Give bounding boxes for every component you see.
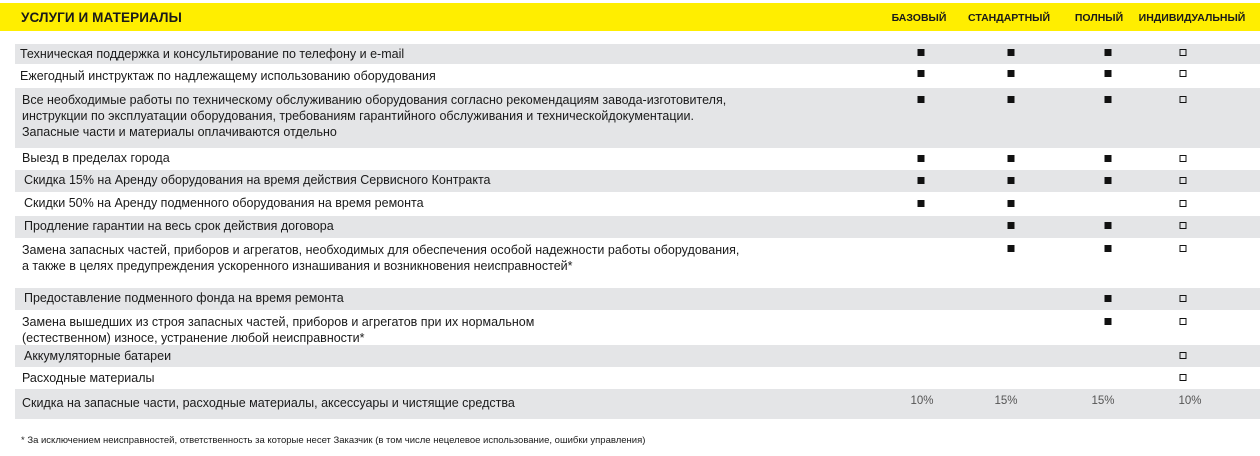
row-label: Замена запасных частей, приборов и агрегатов, необходимых для обеспечения особой надежности работы оборудования, а также в целях предупреждения ускоренного изнашивания и возникновения неисправностей* (22, 243, 740, 273)
included-mark-icon (918, 96, 925, 103)
row-label: Замена вышедших из строя запасных частей, приборов и агрегатов при их нормальном (естественном) износе, устранение любой неисправности* (22, 315, 535, 345)
discount-standard: 15% (994, 395, 1018, 407)
optional-mark-icon (1180, 374, 1187, 381)
included-mark-icon (918, 70, 925, 77)
included-mark-icon (1105, 70, 1112, 77)
included-mark-icon (1008, 96, 1015, 103)
optional-mark-icon (1180, 200, 1187, 207)
table-row (15, 389, 1260, 419)
optional-mark-icon (1180, 245, 1187, 252)
row-label: Скидка 15% на Аренду оборудования на время действия Сервисного Контракта (24, 173, 491, 187)
discount-full: 15% (1091, 395, 1115, 407)
optional-mark-icon (1180, 70, 1187, 77)
included-mark-icon (1105, 318, 1112, 325)
discount-basic: 10% (910, 395, 934, 407)
optional-mark-icon (1180, 222, 1187, 229)
included-mark-icon (1008, 70, 1015, 77)
column-basic: БАЗОВЫЙ (891, 12, 947, 24)
included-mark-icon (1008, 200, 1015, 207)
included-mark-icon (1008, 155, 1015, 162)
row-label: Все необходимые работы по техническому обслуживанию оборудования согласно рекомендациям завода-изготовителя, инструкции по эксплуатации оборудования, требованиям гарантийного обслуживания и техническойдокументации. Запасные части и материалы оплачиваются отдельно (22, 93, 727, 139)
table-row (15, 239, 1260, 284)
table-row (15, 88, 1260, 148)
optional-mark-icon (1180, 49, 1187, 56)
column-individual: ИНДИВИДУАЛЬНЫЙ (1138, 12, 1246, 24)
included-mark-icon (1105, 222, 1112, 229)
optional-mark-icon (1180, 352, 1187, 359)
table-row (15, 148, 1260, 170)
included-mark-icon (918, 49, 925, 56)
included-mark-icon (1105, 155, 1112, 162)
table-header (0, 3, 1260, 31)
table-title: УСЛУГИ И МАТЕРИАЛЫ (21, 10, 182, 25)
optional-mark-icon (1180, 295, 1187, 302)
column-full: ПОЛНЫЙ (1074, 12, 1124, 24)
table-row (15, 310, 1260, 345)
optional-mark-icon (1180, 177, 1187, 184)
footnote: * За исключением неисправностей, ответственность за которые несет Заказчик (в том числе нецелевое использование, ошибки управления) (21, 435, 646, 446)
table-row (15, 216, 1260, 238)
included-mark-icon (918, 155, 925, 162)
row-label: Расходные материалы (22, 371, 155, 385)
row-label: Продление гарантии на весь срок действия договора (24, 219, 334, 233)
included-mark-icon (918, 200, 925, 207)
included-mark-icon (1105, 295, 1112, 302)
row-label: Аккумуляторные батареи (24, 349, 172, 363)
table-row (15, 66, 1260, 86)
included-mark-icon (918, 177, 925, 184)
row-label: Техническая поддержка и консультирование по телефону и e-mail (20, 47, 405, 61)
row-label: Ежегодный инструктаж по надлежащему использованию оборудования (20, 69, 436, 83)
row-label: Предоставление подменного фонда на время ремонта (24, 291, 344, 305)
optional-mark-icon (1180, 155, 1187, 162)
table-row (15, 44, 1260, 64)
included-mark-icon (1105, 177, 1112, 184)
included-mark-icon (1008, 49, 1015, 56)
discount-individual: 10% (1178, 395, 1202, 407)
table-row (15, 288, 1260, 310)
row-label: Скидки 50% на Аренду подменного оборудования на время ремонта (24, 196, 424, 210)
table-row (15, 193, 1260, 215)
table-row (15, 170, 1260, 192)
included-mark-icon (1008, 222, 1015, 229)
included-mark-icon (1105, 49, 1112, 56)
included-mark-icon (1008, 245, 1015, 252)
included-mark-icon (1105, 96, 1112, 103)
optional-mark-icon (1180, 96, 1187, 103)
row-label: Скидка на запасные части, расходные материалы, аксессуары и чистящие средства (22, 396, 515, 410)
included-mark-icon (1008, 177, 1015, 184)
table-row (15, 367, 1260, 389)
table-row (15, 345, 1260, 367)
column-standard: СТАНДАРТНЫЙ (968, 12, 1050, 24)
row-label: Выезд в пределах города (22, 151, 170, 165)
included-mark-icon (1105, 245, 1112, 252)
optional-mark-icon (1180, 318, 1187, 325)
